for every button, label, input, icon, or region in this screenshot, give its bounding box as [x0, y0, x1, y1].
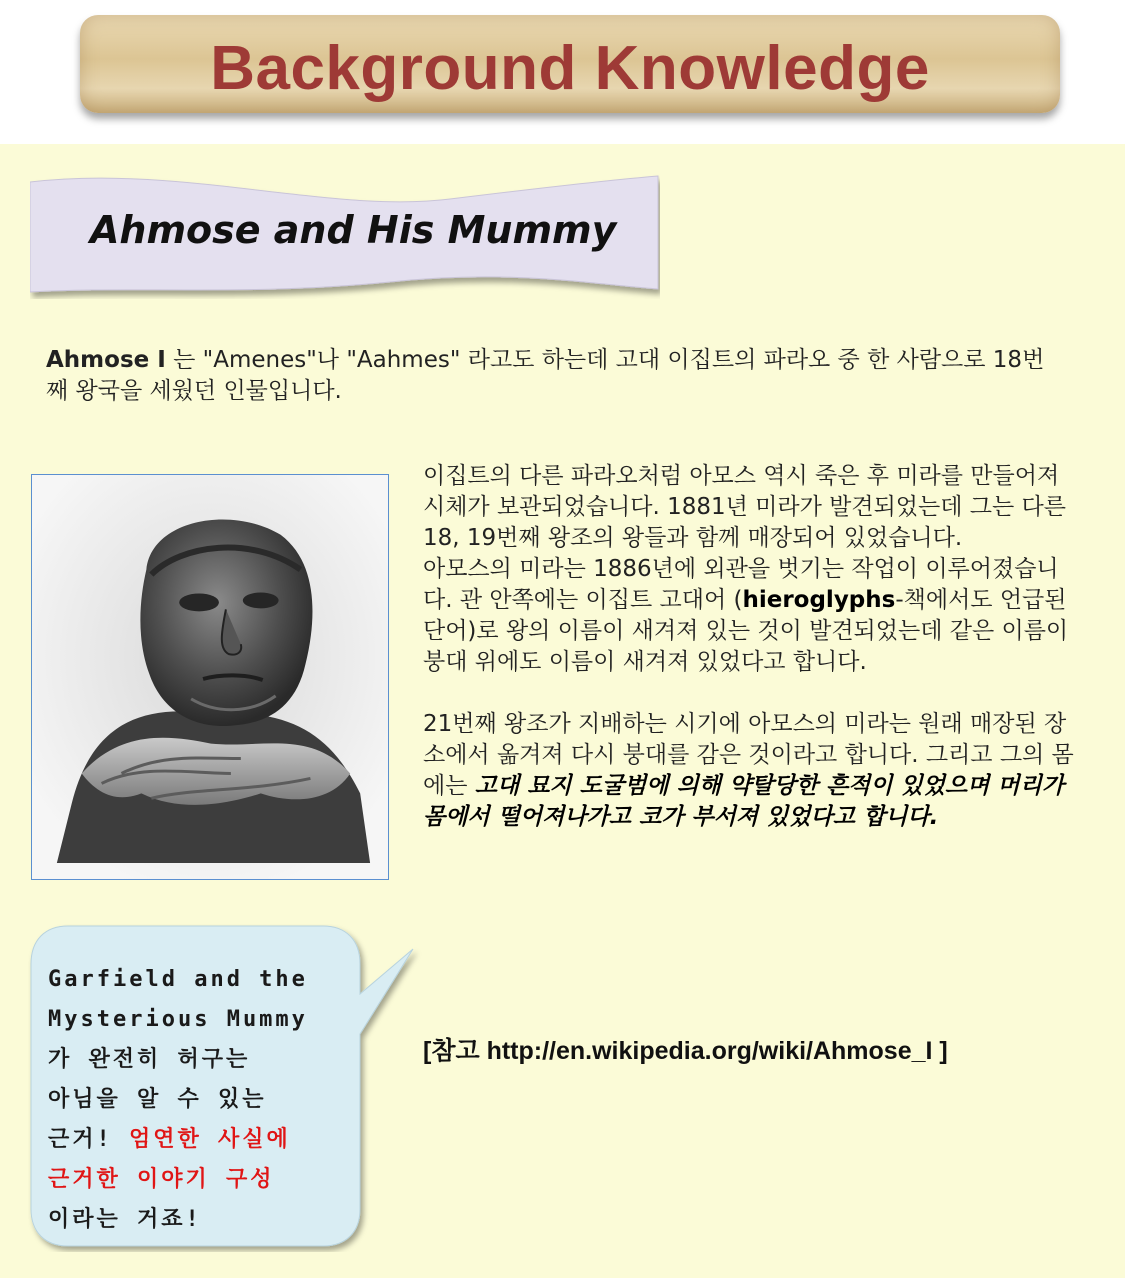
article-paragraph-1: 이집트의 다른 파라오처럼 아모스 역시 죽은 후 미라를 만들어져 시체가 보관되었습니다. 1881년 미라가 발견되었는데 그는 다른 18, 19번째 왕조의 왕들과 함께 매장되어 있었습니다. [423, 463, 1066, 551]
article-p3-start: 21번째 왕조가 지배하는 시기에 아모스의 미라는 원래 매장된 장소에서 옮겨져 다시 붕대를 감은 것이라고 합니다. 그리고 그의 몸에는 [423, 711, 1074, 799]
article-paragraph-3 [423, 709, 1083, 833]
bubble-line [48, 1120, 358, 1160]
intro-paragraph [46, 345, 1066, 407]
article-p3-emphasis: 고대 묘지 도굴범에 의해 약탈당한 흔적이 있었으며 머리가 몸에서 떨어져나가고 코가 부서져 있었다고 합니다. [423, 773, 1065, 830]
bubble-text-black: 근거! [48, 1127, 129, 1152]
bubble-text [48, 960, 358, 1240]
article-p2-start: 아모스의 미라는 1886년에 외관을 벗기는 작업이 이루어졌습니다. 관 안쪽에는 이집트 고대어 ( [423, 556, 1059, 613]
bubble-line: 아님을 알 수 있는 [48, 1087, 267, 1112]
intro-text: 는 "Amenes"나 "Aahmes" 라고도 하는데 고대 이집트의 파라오 중 한 사람으로 18번째 왕국을 세웠던 인물입니다. [46, 347, 1045, 404]
bubble-line: Mysterious Mummy [48, 1007, 308, 1032]
reference-link[interactable]: [참고 http://en.wikipedia.org/wiki/Ahmose_I ] [423, 1037, 948, 1065]
mummy-photo [31, 474, 389, 880]
article-paragraph-2 [423, 554, 1083, 678]
page-title: Background Knowledge [210, 34, 930, 103]
title-banner [80, 15, 1060, 113]
article-body [423, 461, 1083, 833]
bubble-line: 가 완전히 허구는 [48, 1047, 251, 1072]
bubble-line: Garfield and the [48, 967, 308, 992]
section-title: Ahmose and His Mummy [90, 208, 617, 252]
bubble-text-red: 엄연한 사실에 [129, 1127, 291, 1152]
article-p2-end: -책에서도 언급된 단어)로 왕의 이름이 새겨져 있는 것이 발견되었는데 같은 이름이 붕대 위에도 이름이 새겨져 있었다고 합니다. [423, 587, 1069, 675]
intro-name: Ahmose I [46, 347, 166, 373]
bubble-line-red: 근거한 이야기 구성 [48, 1167, 275, 1192]
hieroglyphs-term: hieroglyphs [742, 587, 896, 613]
bubble-line: 이라는 거죠! [48, 1207, 202, 1232]
